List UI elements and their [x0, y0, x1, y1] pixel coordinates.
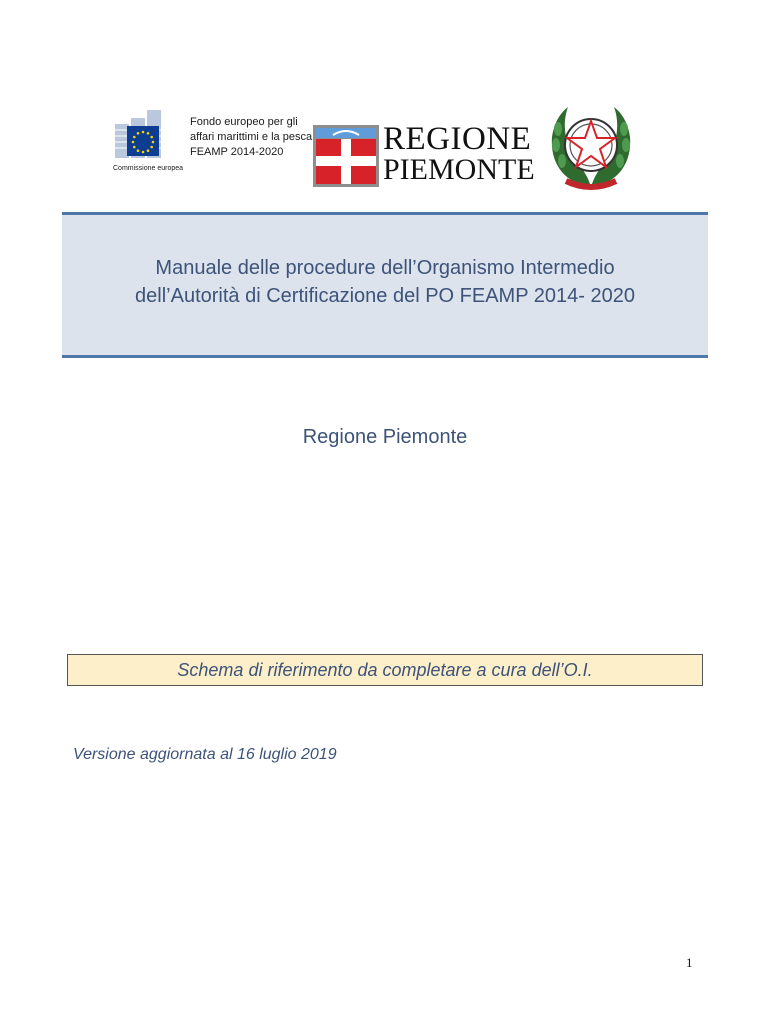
wordmark-line-2: PIEMONTE: [383, 153, 535, 186]
title-line-2: dell’Autorità di Certificazione del PO FEAMP 2014- 2020: [135, 285, 635, 307]
regione-piemonte-wordmark: [383, 121, 535, 186]
organization-name: Regione Piemonte: [302, 426, 468, 448]
eu-fund-line-2: affari marittimi e la pesca: [190, 131, 313, 143]
page-number: 1: [686, 955, 693, 970]
piemonte-shield-icon: [313, 125, 379, 187]
title-line-1: Manuale delle procedure dell’Organismo Intermedio: [155, 257, 615, 279]
document-title: [62, 254, 708, 310]
wordmark-line-1: REGIONE: [383, 121, 532, 157]
eu-fund-text: [190, 115, 312, 160]
version-date: Versione aggiornata al 16 luglio 2019: [73, 746, 337, 763]
italian-republic-emblem-icon: [544, 101, 638, 193]
eu-building-icon: [113, 106, 189, 166]
eu-fund-line-1: Fondo europeo per gli: [190, 116, 298, 128]
eu-commission-caption: Commissione europea: [113, 165, 184, 172]
schema-note: Schema di riferimento da completare a cura dell’O.I.: [177, 660, 593, 680]
eu-fund-line-3: FEAMP 2014-2020: [190, 146, 284, 158]
